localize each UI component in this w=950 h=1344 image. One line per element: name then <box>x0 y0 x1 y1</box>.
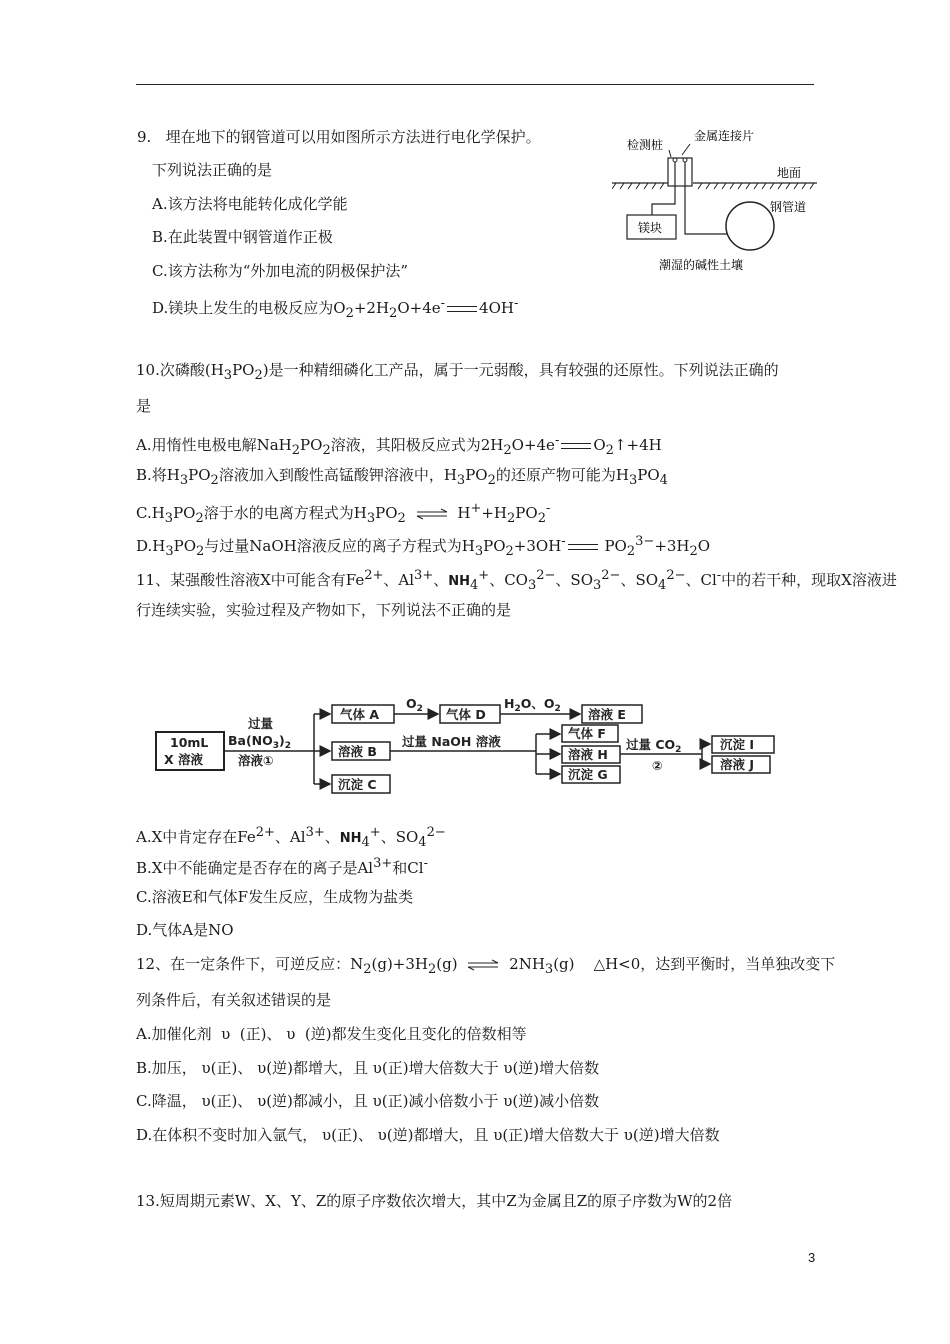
label-precipitate-c: 沉淀 C <box>338 777 377 792</box>
page-number: 3 <box>808 1250 816 1265</box>
q9-option-d: D.镁块上发生的电极反应为$O_2+2H_2O+4e^-$ 4OH- <box>152 296 519 321</box>
q12-option-c: C.降温， υ(正)、 υ(逆)都减小，且 υ(正)减小倍数小于 υ(逆)减小倍数 <box>136 1092 600 1110</box>
label-reagent1b: $Ba(NO_3)_2$ <box>228 733 292 751</box>
q12-option-d: D.在体积不变时加入氩气， υ(正)、 υ(逆)都增大，且 υ(正)增大倍数大于 υ(逆)增大倍数 <box>136 1126 720 1144</box>
q11-option-c: C.溶液E和气体F发生反应，生成物为盐类 <box>136 888 414 906</box>
q11-option-d: D.气体A是NO <box>136 921 234 939</box>
q12-option-b: B.加压， υ(正)、 υ(逆)都增大，且 υ(正)增大倍数大于 υ(逆)增大倍数 <box>136 1059 600 1077</box>
q9-protection-diagram <box>612 122 822 282</box>
label-start1: 10mL <box>170 735 209 750</box>
q9-option-b: B.在此装置中钢管道作正极 <box>152 228 333 246</box>
q9-stem-line1: 9. 埋在地下的钢管道可以用如图所示方法进行电化学保护。 <box>137 128 541 146</box>
label-solution-e: 溶液 E <box>588 707 626 722</box>
label-gas-f: 气体 F <box>568 726 606 741</box>
q11-flow-diagram <box>150 694 800 798</box>
label-ground: 地面 <box>777 166 802 180</box>
q9-option-c: C.该方法称为“外加电流的阴极保护法” <box>152 262 409 280</box>
q9-option-a: A.该方法将电能转化成化学能 <box>152 195 348 213</box>
label-naoh: 过量 NaOH 溶液 <box>402 734 501 749</box>
label-soil: 潮湿的碱性土壤 <box>659 258 744 272</box>
label-reagent1a: 过量 <box>248 716 274 731</box>
label-solution-j: 溶液 J <box>720 757 755 772</box>
label-mg: 镁块 <box>638 221 663 235</box>
q11-option-a: A.X中肯定存在$Fe^{2+}$、$Al^{3+}$、$NH_4^+$、$SO_4^{2-}$ <box>136 825 446 850</box>
q9-stem-line2: 下列说法正确的是 <box>152 161 273 179</box>
label-reagent1c: 溶液① <box>238 753 274 768</box>
label-solution-b: 溶液 B <box>338 744 377 759</box>
equilibrium-arrow-icon <box>415 508 449 520</box>
label-precipitate-g: 沉淀 G <box>568 767 608 782</box>
equals-sign <box>447 306 477 312</box>
label-link: 金属连接片 <box>694 129 755 143</box>
q10-stem-line1: 10.次磷酸$(H_3PO_2)$是一种精细磷化工产品，属于一元弱酸，具有较强的还原性。下列说法正确的 <box>136 361 779 383</box>
q12-stem-line1: 12、在一定条件下，可逆反应：$N_2(g)+3H_2(g)$ $2NH_3(g)$ △H<0，达到平衡时，当单独改变下 <box>136 955 836 977</box>
label-gas-d: 气体 D <box>446 707 486 722</box>
equilibrium-arrow-icon <box>466 959 500 971</box>
q10-option-b: B.将$H_3PO_2$溶液加入到酸性高锰酸钾溶液中，$H_3PO_2$的还原产物可能为$H_3PO_4$ <box>136 466 668 488</box>
label-pipe: 钢管道 <box>770 200 807 214</box>
label-start2: X 溶液 <box>164 752 203 767</box>
q12-option-a: A.加催化剂 υ (正)、 υ (逆)都发生变化且变化的倍数相等 <box>136 1025 527 1043</box>
steel-pipe <box>726 202 774 250</box>
label-gas-a: 气体 A <box>340 707 380 722</box>
label-o2: $O_2$ <box>406 696 423 714</box>
q10-option-c: $C.H_3PO_2$溶于水的电离方程式为$H_3PO_2$ $H^++H_2PO_2^-$ <box>136 501 551 526</box>
q10-stem-line2: 是 <box>136 397 152 415</box>
label-solution-h: 溶液 H <box>568 747 608 762</box>
label-co2: 过量 $CO_2$ <box>626 737 682 755</box>
q10-option-a: A.用惰性电极电解$NaH_2PO_2$溶液，其阳极反应式为$2H_2O+4e^-$ $O_2↑+4H$ <box>136 433 662 458</box>
equals-sign <box>561 443 591 449</box>
q10-option-d: $D.H_3PO_2$与过量NaOH溶液反应的离子方程式为$H_3PO_2+3OH^-$ $PO_2^{3-}+3H_2O$ <box>136 534 711 559</box>
q12-stem-line2: 列条件后，有关叙述错误的是 <box>136 991 332 1009</box>
label-precipitate-i: 沉淀 I <box>720 737 755 752</box>
q11-stem-line1: 11、某强酸性溶液X中可能含有$Fe^{2+}$、$Al^{3+}$、$NH_4^+$、$CO_3^{2-}$、$SO_3^{2-}$、$SO_4^{2-}$、Cl-中的若干种，现取X溶液进 <box>136 568 897 593</box>
q11-option-b: B.X中不能确定是否存在的离子是$Al^{3+}$和Cl- <box>136 856 428 877</box>
label-step2: ② <box>652 758 663 773</box>
label-h2o-o2: $H_2O$、$O_2$ <box>504 696 561 714</box>
label-post: 检测桩 <box>627 138 664 152</box>
equals-sign <box>568 544 598 550</box>
header-rule <box>136 84 814 85</box>
q11-stem-line2: 行连续实验，实验过程及产物如下，下列说法不正确的是 <box>136 601 512 619</box>
q13-stem-line1: 13.短周期元素W、X、Y、Z的原子序数依次增大，其中Z为金属且Z的原子序数为W的2倍 <box>136 1192 733 1210</box>
